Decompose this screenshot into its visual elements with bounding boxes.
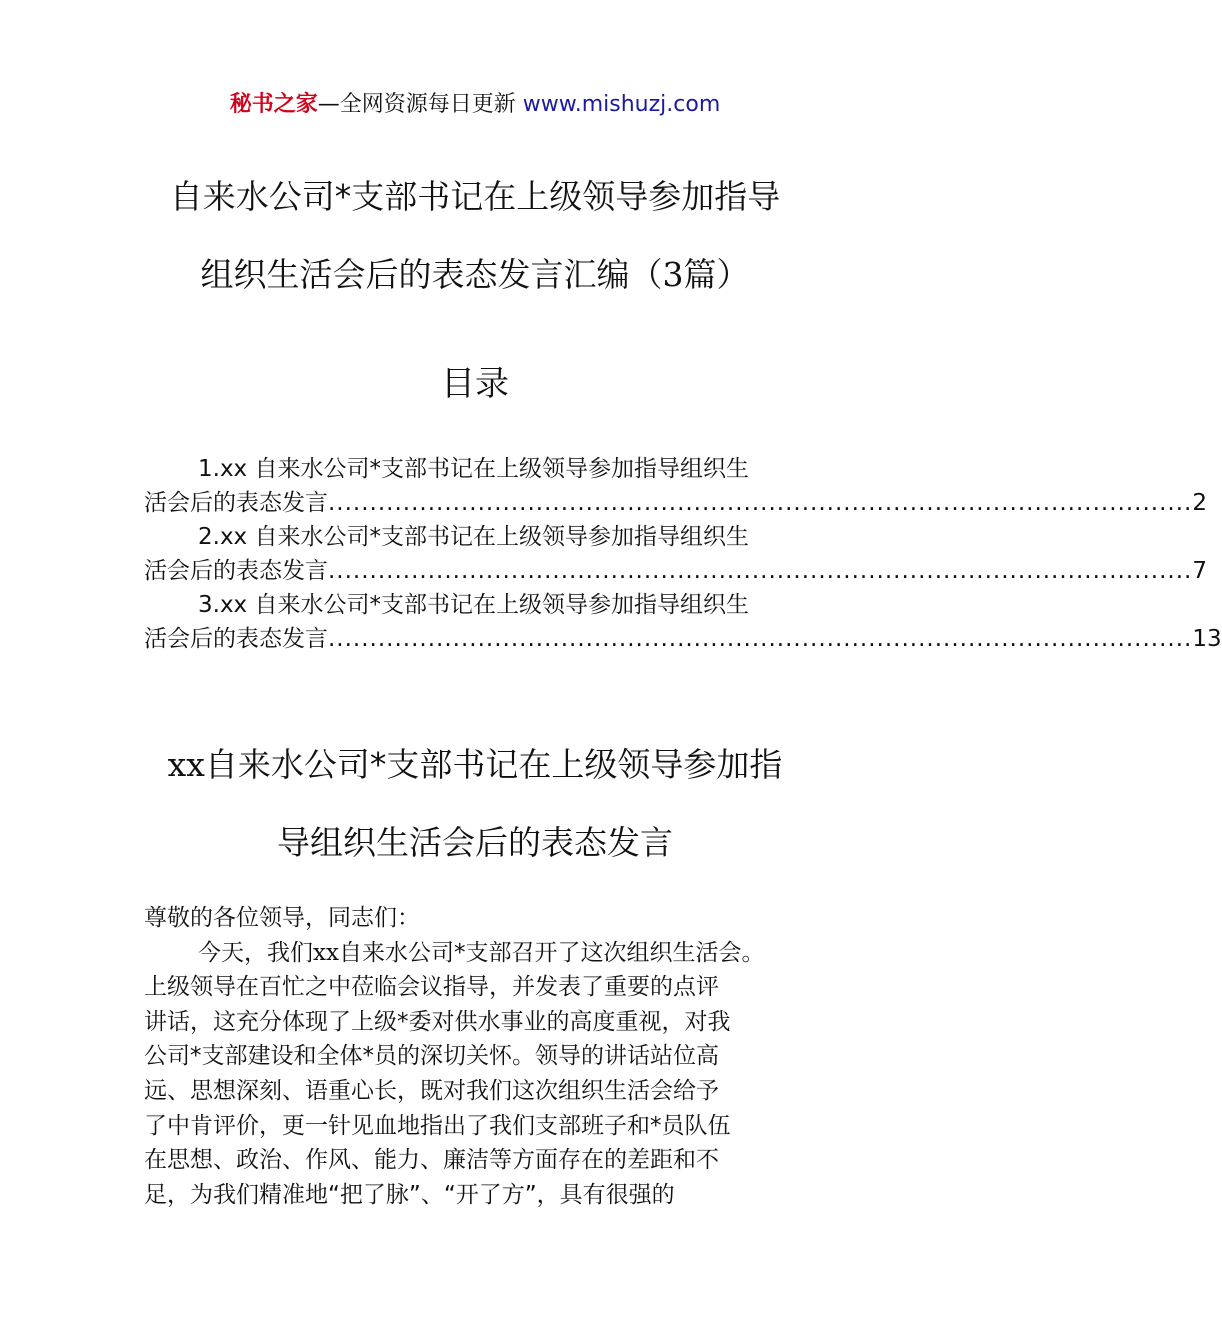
table-of-contents	[144, 452, 1222, 656]
section-title-line-2: 导组织生活会后的表态发言	[277, 823, 673, 862]
toc-heading: 目录	[441, 364, 509, 404]
toc-entry-1-page: 2	[1192, 490, 1207, 516]
document-title-line-2	[100, 236, 850, 314]
toc-entry-2-line-2	[144, 554, 1207, 588]
paragraph-line: 远、思想深刻、语重心长，既对我们这次组织生活会给予	[144, 1077, 719, 1104]
paragraph-1-text-a: 今天，我们	[198, 939, 313, 966]
paragraph-line: 讲话，这充分体现了上级*委对供水事业的高度重视，对我	[144, 1008, 731, 1035]
section-title	[100, 730, 850, 886]
toc-entry-3-page: 13	[1192, 626, 1222, 652]
header-slogan: 全网资源每日更新	[339, 92, 516, 117]
section-title-line-1-rest: 自来水公司*支部书记在上级领导参加指	[204, 745, 783, 784]
toc-entry-2-label: 活会后的表态发言	[144, 558, 328, 584]
paragraph-line: 公司*支部建设和全体*员的深切关怀。领导的讲话站位高	[144, 1043, 719, 1070]
toc-entry-2[interactable]	[144, 520, 1207, 588]
paragraph-line: 在思想、政治、作风、能力、廉洁等方面存在的差距和不	[144, 1147, 719, 1174]
toc-entry-2-line-1: 2.xx 自来水公司*支部书记在上级领导参加指导组织生	[198, 524, 749, 550]
salutation: 尊敬的各位领导，同志们：	[144, 905, 420, 931]
paragraph-line: 上级领导在百忙之中莅临会议指导，并发表了重要的点评	[144, 974, 719, 1001]
brand-name: 秘书之家	[229, 92, 318, 117]
toc-leader-dots: ........................................................................................................	[328, 626, 1193, 652]
toc-leader-dots: ........................................................................................................	[328, 490, 1193, 516]
header-dash: —	[317, 92, 340, 117]
site-header	[0, 88, 950, 122]
document-title-line-1: 自来水公司*支部书记在上级领导参加指导	[169, 177, 781, 216]
toc-entry-1[interactable]	[144, 452, 1207, 520]
document-title	[100, 158, 850, 314]
toc-entry-3-line-1: 3.xx 自来水公司*支部书记在上级领导参加指导组织生	[198, 592, 749, 618]
document-title-line-2-suffix: 篇）	[683, 255, 750, 294]
toc-entry-1-line-1: 1.xx 自来水公司*支部书记在上级领导参加指导组织生	[198, 456, 749, 482]
document-title-line-2-prefix: 组织生活会后的表态发言汇编（	[200, 255, 663, 294]
toc-entry-3-label: 活会后的表态发言	[144, 626, 328, 652]
body-text	[144, 901, 820, 1212]
section-title-line-1	[100, 730, 850, 808]
toc-entry-1-label: 活会后的表态发言	[144, 490, 328, 516]
document-title-count: 3	[662, 255, 684, 294]
section-title-xx: xx	[167, 745, 205, 784]
paragraph-1-xx: xx	[313, 939, 339, 966]
paragraph-1-first-line	[144, 936, 820, 971]
paragraph-line: 了中肯评价，更一针见血地指出了我们支部班子和*员队伍	[144, 1112, 731, 1139]
toc-entry-1-line-2	[144, 486, 1207, 520]
toc-entry-3-line-2	[144, 622, 1222, 656]
toc-entry-2-page: 7	[1192, 558, 1207, 584]
toc-entry-3[interactable]	[144, 588, 1222, 656]
toc-leader-dots: ........................................................................................................	[328, 558, 1193, 584]
site-url-link[interactable]: www.mishuzj.com	[522, 92, 721, 117]
paragraph-1-text-b: 自来水公司*支部召开了这次组织生活会。	[338, 939, 765, 966]
paragraph-line: 足，为我们精准地“把了脉”、“开了方”，具有很强的	[144, 1181, 675, 1208]
